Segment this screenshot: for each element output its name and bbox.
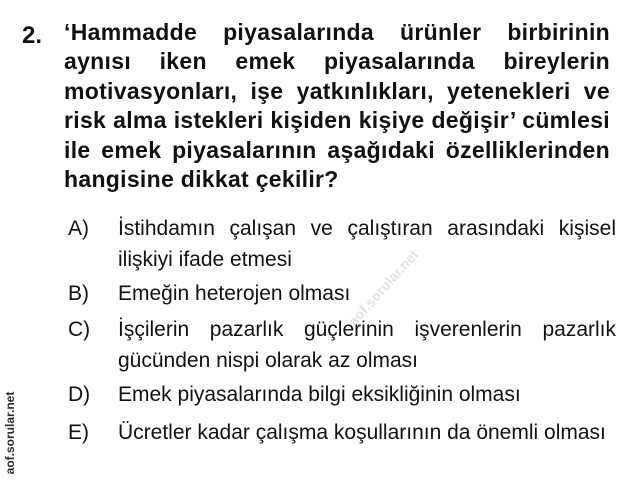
diagonal-watermark: aof.sorular.net [345, 246, 422, 329]
option-letter: C) [68, 318, 91, 341]
question-text: ‘Hammadde piyasalarında ürünler birbirinin aynısı iken emek piyasalarında bireylerin motivasyonları, işe yatkınlıkları, yetenekleri ve risk alma istekleri kişiden kişiye değişir’ cümlesi ile emek piyasalarının aşağıdaki özelliklerinden hangisine dikkat çekilir? [64, 19, 610, 193]
side-watermark-text: aof.sorular.net [3, 391, 17, 475]
option-text: İstihdamın çalışan ve çalıştıran arasındaki kişisel ilişkiyi ifade etmesi [118, 217, 616, 271]
option-text: Emek piyasalarında bilgi eksikliğinin olması [118, 383, 521, 406]
option-letter: B) [68, 282, 89, 305]
option-text: Emeğin heterojen olması [118, 282, 351, 305]
option-letter: E) [68, 421, 89, 444]
option-letter: A) [68, 217, 89, 240]
option-text: Ücretler kadar çalışma koşullarının da önemli olması [118, 421, 606, 444]
option-text: İşçilerin pazarlık güçlerinin işverenlerin pazarlık gücünden nispi olarak az olması [118, 318, 616, 372]
question-number: 2. [22, 22, 43, 49]
option-letter: D) [68, 383, 91, 406]
side-watermark [3, 383, 17, 483]
